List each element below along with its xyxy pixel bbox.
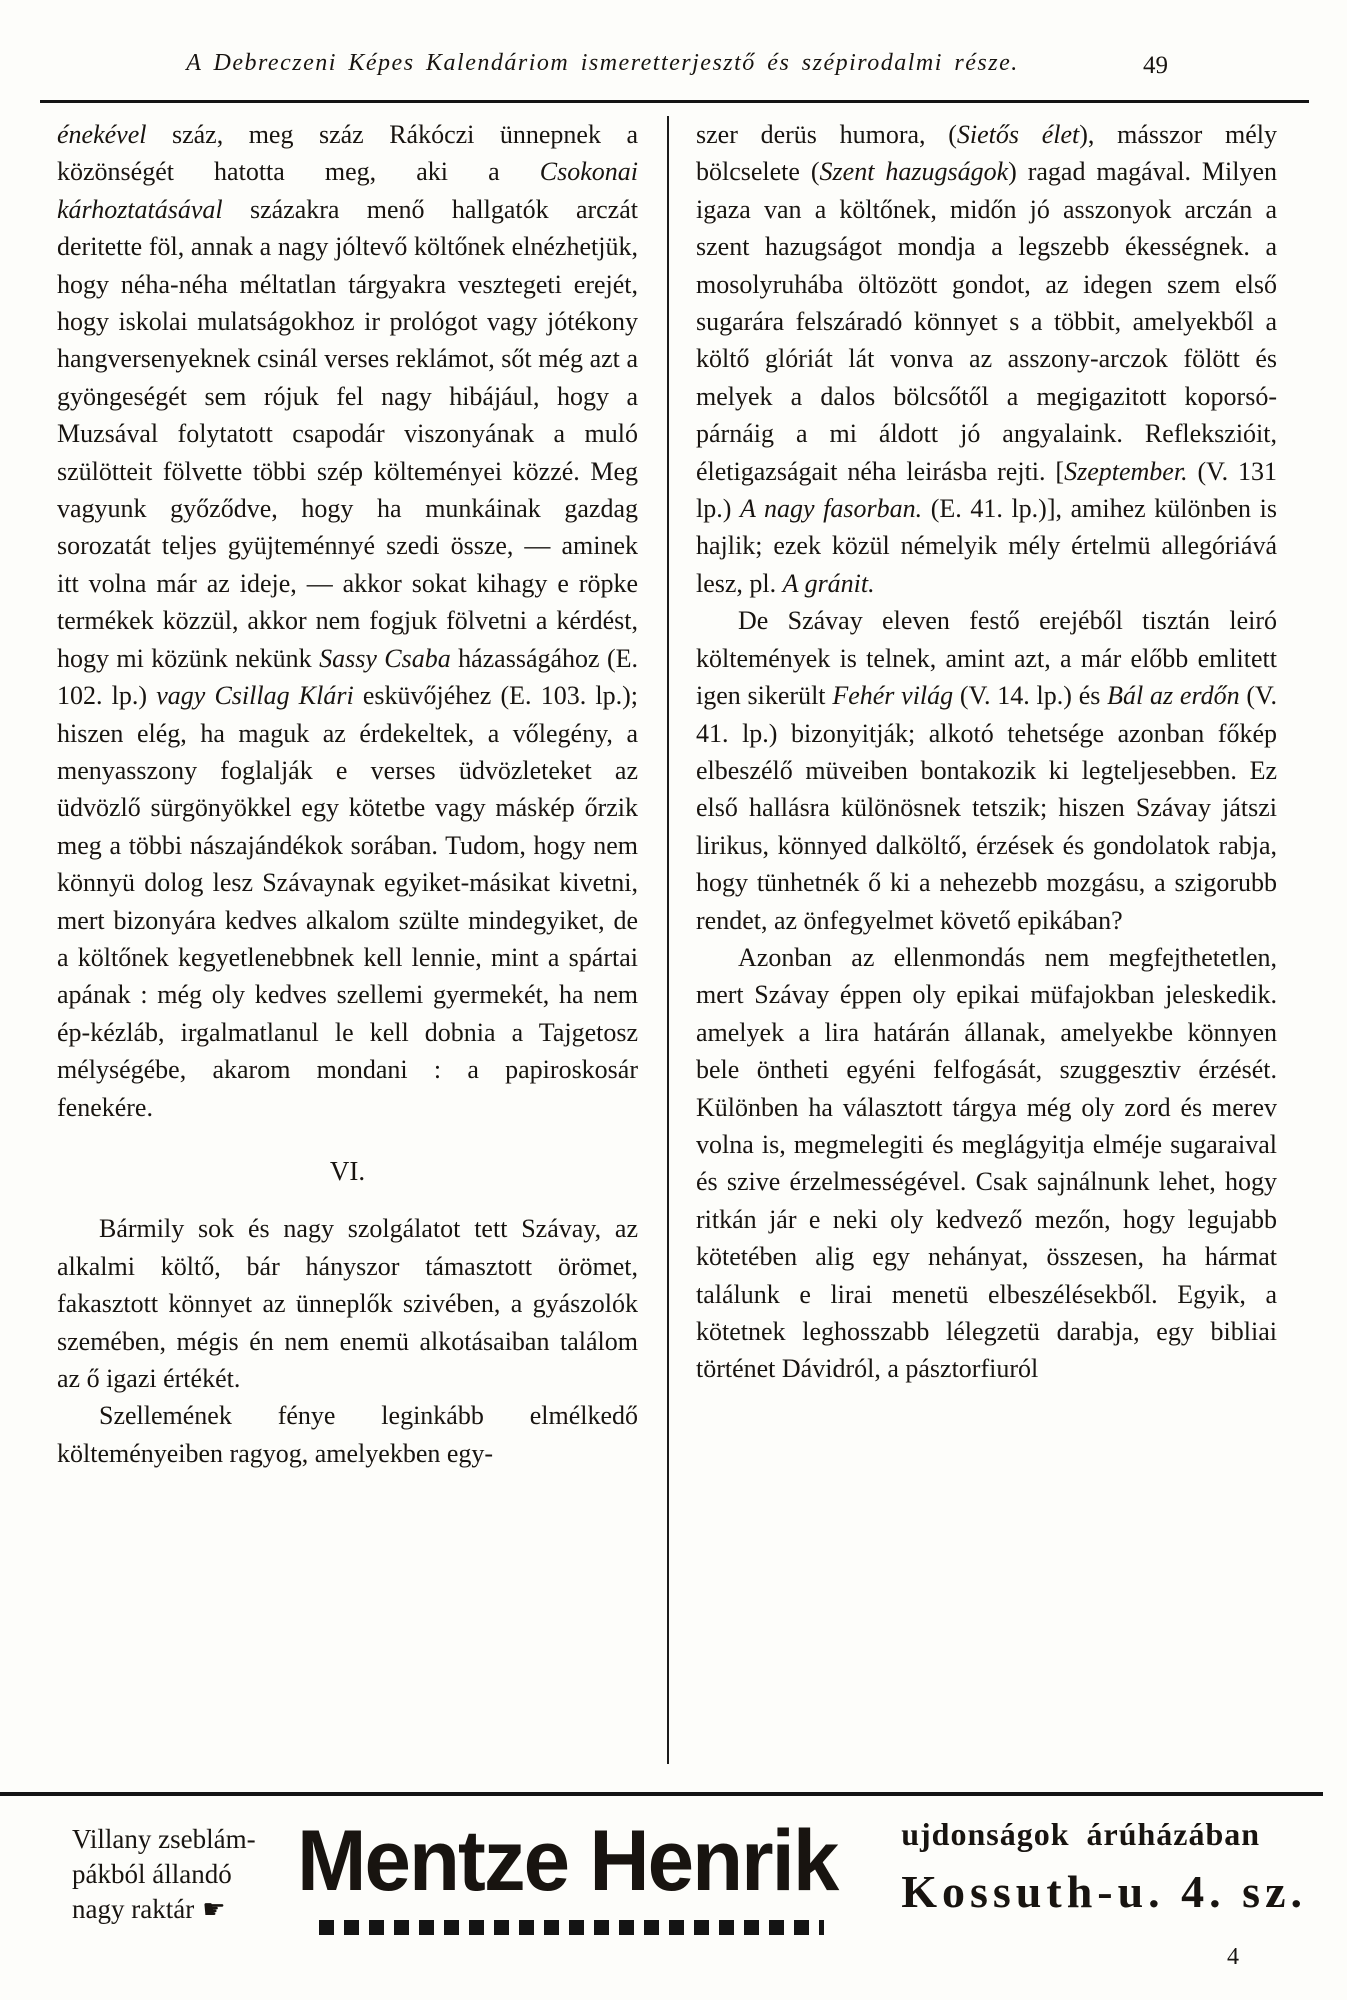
text-run: ) ragad magával. Milyen igaza van a költőnek, midőn jó asszonyok arczán a szent hazugságot mondja a legszebb ékességnek. a mosolyruhába öltözött gondot, az idegen szem első sugarára felszáradó könnyet s a többit, amelyekből a költő glóriát lát vonva az asszony-arczok fölött és melyek a dalos bölcsőtől a megigazitott koporsó-párnáig a mi áldott jó angyalaink. Reflekszióit, életigazságait néha leirásba rejti. [ <box>696 157 1277 486</box>
paragraph <box>57 1210 638 1397</box>
ad-right-text <box>901 1810 1307 1980</box>
ad-left-line: Villany zseblám- <box>72 1824 256 1854</box>
header-rule <box>40 100 1309 103</box>
text-run: (V. 41. lp.) bizonyitják; alkotó tehetsége azonban főkép elbeszélő müveiben bontakozik ki legteljesebben. Ez első hallásra különösnek tetszik; hiszen Szávay játszi lirikus, könnyed dalköltő, érzések és gondolatok rabja, hogy tünhetnék ő ki a nehezebb mozgásu, a szigorubb rendet, az önfegyelmet követő epikában? <box>696 681 1277 935</box>
ad-left-text <box>72 1810 285 1980</box>
section-heading: VI. <box>329 1155 366 1186</box>
text-run: vagy Csillag Klári <box>156 681 354 711</box>
ad-address: Kossuth-u. 4. sz. <box>901 1866 1307 1917</box>
text-run: A nagy fasorban. <box>739 494 923 524</box>
text-run: ), másszor mély bölcselete ( <box>696 120 1277 187</box>
footer-advertisement <box>72 1810 1307 1980</box>
paragraph <box>696 116 1277 602</box>
paragraph <box>696 602 1277 939</box>
text-run: százakra menő hallgatók arczát deritette föl, annak a nagy jóltevő költőnek elnézhetjük, hogy néha-néha méltatlan tárgyakra vesztegeti erejét, hogy iskolai mulatságokhoz ir prológot vagy jótékony hangversenyeknek csinál verses reklámot, sőt még azt a gyöngeségét sem rójuk fel nagy hibájául, hogy a Muzsával folytatott csapodár viszonyának a muló szülötteit fölvette többi szép költeményei közzé. Meg vagyunk győződve, hogy ha munkáinak gazdag sorozatát teljes gyüjteménnyé szedi össze, — aminek itt volna már az ideje, — akkor sokat kihagy e röpke termékek közzül, akkor nem fogjuk fölvetni a kérdést, hogy mi közünk nekünk <box>57 194 638 673</box>
column-right <box>696 116 1277 1788</box>
text-run: Szeptember. <box>1064 456 1188 486</box>
text-run: De Szávay eleven festő erejéből tisztán leiró költemények is telnek, amint azt, a már előbb emlitett igen sikerült <box>696 606 1277 711</box>
text-run: Azonban az ellenmondás nem megfejthetetlen, mert Szávay éppen oly epikai müfajokban jeleskedik. amelyek a lira határán állanak, amelyekbe könnyen bele öntheti egyéni felfogását, szuggesztiv érzését. Különben ha választott tárgya még oly zord és merev volna is, megmelegiti és meglágyitja elméje sugaraival és szive érzelmességével. Csak sajnálnunk lehet, hogy ritkán jár e neki oly kedvező mezőn, hogy legujabb kötetében alig egy nehányat, összesen, ha hármat találunk e lirai menetü elbeszélésekből. Egyik, a kötetnek leghosszabb lélegzetü darabja, egy bibliai történet Dávidról, a pásztorfiuról <box>696 942 1277 1384</box>
text-run: Csokonai kárhoztatásával <box>57 157 638 224</box>
ad-left-line: nagy raktár ☛ <box>72 1894 226 1925</box>
text-run: száz, meg száz Rákóczi ünnepnek a közönségét hatotta meg, aki a <box>57 120 638 187</box>
text-columns <box>57 116 1277 1788</box>
page-header <box>55 50 1270 92</box>
text-run: Sassy Csaba <box>319 643 451 673</box>
text-run: énekével <box>57 120 147 149</box>
pointing-hand-icon: ☛ <box>202 1895 226 1925</box>
text-run: Bármily sok és nagy szolgálatot tett Szávay, az alkalmi költő, bár hányszor támasztott örömet, fakasztott könnyet az ünneplők szivében, a gyászolók szemében, mégis én nem enemü alkotásaiban találom az ő igazi értékét. <box>57 1214 638 1393</box>
column-left <box>57 116 638 1788</box>
text-run: Fehér világ <box>832 681 954 711</box>
text-run: Bál az erdőn <box>1107 681 1240 711</box>
text-run: szer derüs humora, ( <box>696 120 957 149</box>
footer-rule <box>0 1792 1323 1796</box>
text-run: (V. 131 lp.) <box>696 456 1277 524</box>
ad-brand-block <box>285 1810 901 1980</box>
text-run: házasságához (E. 102. lp.) <box>57 643 638 711</box>
text-run: A gránit. <box>782 568 875 598</box>
page-signature: 4 <box>1227 1944 1239 1970</box>
page-number: 49 <box>1143 52 1168 79</box>
paragraph <box>57 116 638 1126</box>
page-title: A Debreczeni Képes Kalendáriom ismeretterjesztő és szépirodalmi része. <box>186 50 1019 76</box>
paragraph <box>696 939 1277 1388</box>
text-run: esküvőjéhez (E. 103. lp.); hiszen elég, ha maguk az érdekeltek, a vőlegény, a menyasszony foglalják e verses üdvözleteket az üdvözlő sürgönyökkel egy kötetbe vagy máskép őrzik meg a többi nászajándékok sorában. Tudom, hogy nem könnyü dolog lesz Szávaynak egyiket-másikat kivetni, mert bizonyára kedves alkalom szülte mindegyiket, de a költőnek kegyetlenebbnek kell lennie, mint a spártai apának : még oly kedves szellemi gyermekét, ha nem ép-kézláb, irgalmatlanul le kell dobnia a Tajgetosz mélységébe, akarom mondani : a papiroskosár fenekére. <box>57 681 638 1122</box>
ad-brand-name: Mentze Henrik <box>297 1813 838 1909</box>
paragraph <box>57 1397 638 1472</box>
ad-dotted-underline <box>319 1920 824 1935</box>
ad-left-line: pákból állandó <box>72 1859 232 1889</box>
ad-slogan: ujdonságok árúházában <box>901 1816 1261 1852</box>
text-run: Szellemének fénye leginkább elmélkedő költeményeiben ragyog, amelyekben egy- <box>57 1401 638 1468</box>
text-run: (E. 41. lp.)], amihez különben is hajlik; ezek közül némelyik mély értelmü allegóriává lesz, pl. <box>696 494 1277 598</box>
text-run: Sietős élet <box>956 120 1080 149</box>
text-run: (V. 14. lp.) és <box>953 681 1108 711</box>
text-run: Szent hazugságok <box>819 157 1009 187</box>
